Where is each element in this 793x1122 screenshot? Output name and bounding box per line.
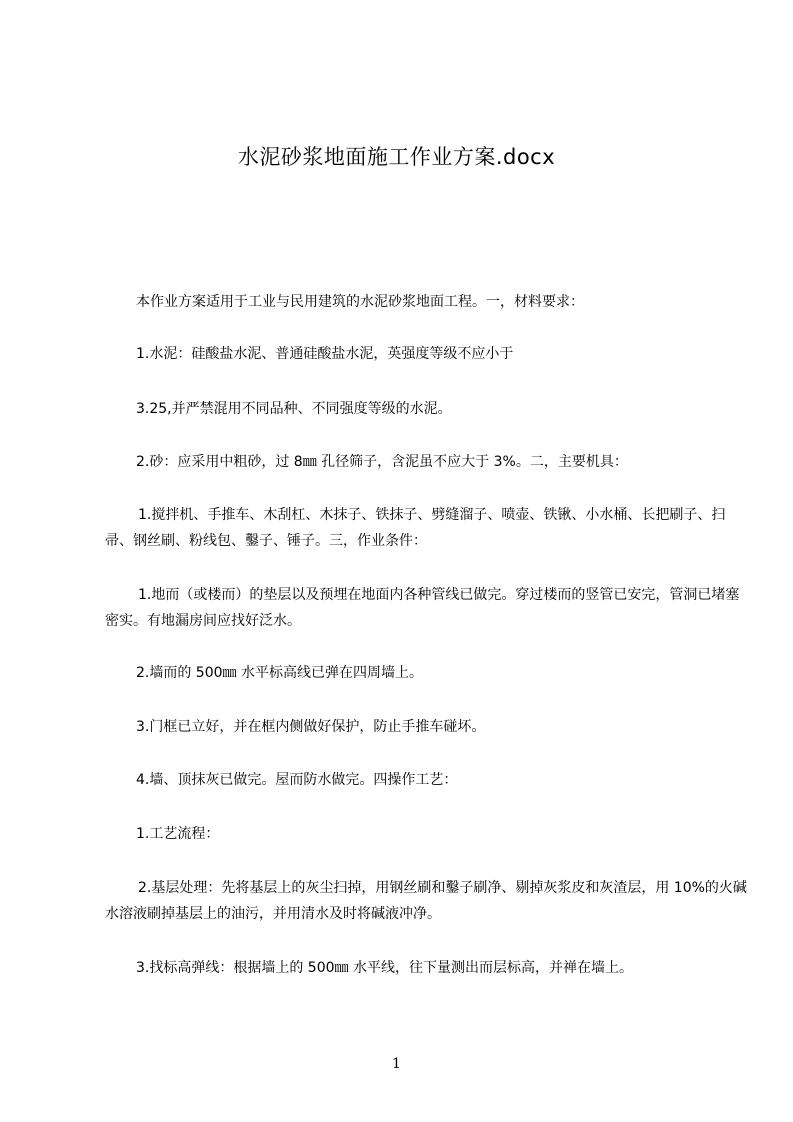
paragraph-process-flow: 1.工艺流程： xyxy=(136,826,220,842)
paragraph-cement-grade: 3.25,并严禁混用不同品种、不同强度等级的水泥。 xyxy=(136,401,452,417)
paragraph-scope: 本作业方案适用于工业与民用建筑的水泥砂浆地面工程。一，材料要求： xyxy=(136,294,584,310)
paragraph-base-treatment-text: 2.基层处理：先将基层上的灰尘扫掉，用钢丝刷和鑿子刷净、剔掉灰浆皮和灰渣层，用 10%的火碱水溶液刷掉基层上的油污，并用清水及时将碱液冲净。 xyxy=(105,880,747,922)
paragraph-conditions-1 xyxy=(105,582,748,634)
paragraph-conditions-2: 2.墙而的 500㎜ 水平标高线已弹在四周墙上。 xyxy=(136,665,423,681)
paragraph-base-treatment xyxy=(105,875,748,927)
paragraph-tools xyxy=(105,502,748,554)
paragraph-tools-text: 1.搅拌机、手推车、木刮杠、木抹子、铁抹子、劈缝溜子、喷壶、铁锹、小水桶、长把刷子、扫帚、钢丝刷、粉线包、鑿子、锤子。三，作业条件： xyxy=(105,507,726,549)
paragraph-level-line: 3.找标高弹线：根据墙上的 500㎜ 水平线，往下量测出而层标高，并禅在墙上。 xyxy=(136,960,633,976)
paragraph-sand: 2.砂：应采用中粗砂，过 8㎜ 孔径筛子，含泥虽不应大于 3%。二，主要机具： xyxy=(136,454,628,470)
paragraph-cement: 1.水泥：硅酸盐水泥、普通硅酸盐水泥，英强度等级不应小于 xyxy=(136,346,514,362)
paragraph-conditions-4: 4.墙、顶抹灰已做完。屋而防水做完。四操作工艺： xyxy=(136,772,458,788)
paragraph-conditions-3: 3.门框已立好，并在框内侧做好保护，防止手推车碰坏。 xyxy=(136,719,486,735)
page-number: 1 xyxy=(392,1056,401,1072)
paragraph-conditions-1-text: 1.地而（或楼而）的垫层以及预埋在地面内各种管线已做完。穿过楼而的竖管已安完，管洞已堵塞密实。有地漏房间应找好泛水。 xyxy=(105,587,740,629)
document-title: 水泥砂浆地面施工作业方案.docx xyxy=(237,145,556,169)
